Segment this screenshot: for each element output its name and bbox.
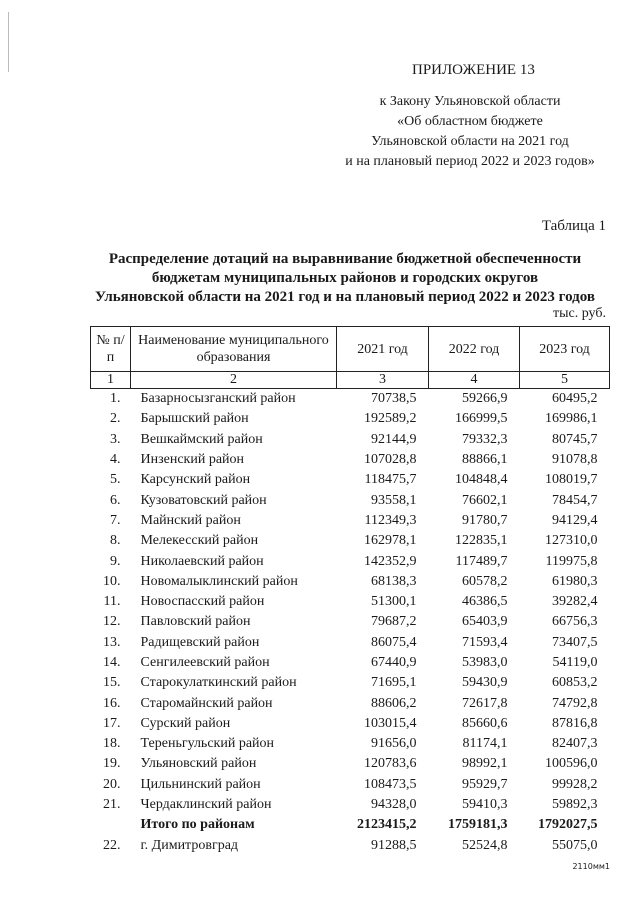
value-2023: 108019,7 bbox=[545, 472, 598, 488]
table-row bbox=[91, 389, 610, 410]
value-2023: 91078,8 bbox=[552, 452, 598, 468]
value-2022: 104848,4 bbox=[455, 472, 508, 488]
value-2022: 59410,3 bbox=[462, 797, 508, 813]
row-number bbox=[91, 815, 131, 835]
value-2023: 55075,0 bbox=[552, 837, 598, 853]
total-row bbox=[91, 815, 610, 835]
municipality-name: Мелекесский район bbox=[140, 533, 259, 549]
row-number: 17. bbox=[103, 715, 121, 731]
value-2021: 120783,6 bbox=[364, 756, 417, 772]
value-2022: 52524,8 bbox=[462, 837, 508, 853]
value-2023: 74792,8 bbox=[552, 695, 598, 711]
municipality-name: Майнский район bbox=[140, 512, 241, 528]
table-row bbox=[91, 775, 610, 795]
value-2021: 51300,1 bbox=[371, 594, 417, 610]
municipality-name: Сурский район bbox=[140, 715, 231, 731]
value-2021: 2123415,2 bbox=[357, 817, 417, 833]
table-row bbox=[91, 795, 610, 815]
row-number: 3. bbox=[110, 431, 121, 447]
row-number: 19. bbox=[103, 756, 121, 772]
header-name: Наименование муниципального образования bbox=[131, 327, 337, 372]
table-row bbox=[91, 470, 610, 490]
row-number: 4. bbox=[110, 452, 121, 468]
column-numbers-row bbox=[91, 372, 610, 389]
value-2021: 71695,1 bbox=[371, 675, 417, 691]
value-2022: 59430,9 bbox=[462, 675, 508, 691]
column-number: 3 bbox=[337, 372, 429, 389]
municipality-name: Старокулаткинский район bbox=[140, 675, 297, 691]
row-number: 20. bbox=[103, 776, 121, 792]
value-2021: 88606,2 bbox=[371, 695, 417, 711]
value-2021: 103015,4 bbox=[364, 715, 417, 731]
municipality-name: Тереньгульский район bbox=[140, 736, 275, 752]
value-2023: 94129,4 bbox=[552, 512, 598, 528]
title-line: Ульяновской области на 2021 год и на плановый период 2022 и 2023 годов bbox=[95, 289, 595, 305]
municipality-name: Итого по районам bbox=[140, 817, 255, 833]
value-2023: 119975,8 bbox=[545, 553, 598, 569]
row-number: 18. bbox=[103, 736, 121, 752]
row-number: 15. bbox=[103, 675, 121, 691]
value-2021: 107028,8 bbox=[364, 452, 417, 468]
value-2023: 61980,3 bbox=[552, 573, 598, 589]
row-number: 8. bbox=[110, 533, 121, 549]
municipality-name: Старомайнский район bbox=[140, 695, 273, 711]
law-reference-line: и на плановый период 2022 и 2023 годов» bbox=[345, 154, 595, 169]
table-header-row bbox=[91, 327, 610, 372]
municipality-name: Новомалыклинский район bbox=[140, 573, 298, 589]
header-2023: 2023 год bbox=[520, 327, 610, 372]
row-number: 12. bbox=[103, 614, 121, 630]
value-2022: 79332,3 bbox=[462, 431, 508, 447]
value-2021: 79687,2 bbox=[371, 614, 417, 630]
municipality-name: Вешкаймский район bbox=[140, 431, 263, 447]
header-2022: 2022 год bbox=[429, 327, 520, 372]
table-row bbox=[91, 572, 610, 592]
value-2023: 1792027,5 bbox=[538, 817, 598, 833]
municipality-name: Карсунский район bbox=[140, 472, 251, 488]
document-title bbox=[80, 250, 610, 307]
column-number: 4 bbox=[429, 372, 520, 389]
municipality-name: г. Димитровград bbox=[140, 837, 239, 853]
row-number: 13. bbox=[103, 634, 121, 650]
value-2022: 98992,1 bbox=[462, 756, 508, 772]
row-number: 5. bbox=[110, 472, 121, 488]
value-2021: 70738,5 bbox=[371, 391, 417, 407]
municipality-name: Инзенский район bbox=[140, 452, 245, 468]
value-2021: 68138,3 bbox=[371, 573, 417, 589]
value-2021: 142352,9 bbox=[364, 553, 417, 569]
municipality-name: Чердаклинский район bbox=[140, 797, 272, 813]
value-2023: 80745,7 bbox=[552, 431, 598, 447]
value-2023: 60853,2 bbox=[552, 675, 598, 691]
table-row bbox=[91, 551, 610, 571]
value-2021: 86075,4 bbox=[371, 634, 417, 650]
title-line: Распределение дотаций на выравнивание бюджетной обеспеченности bbox=[108, 251, 582, 267]
table-row bbox=[91, 653, 610, 673]
value-2023: 87816,8 bbox=[552, 715, 598, 731]
value-2023: 54119,0 bbox=[552, 655, 598, 670]
table-row bbox=[91, 450, 610, 470]
law-reference-line: к Закону Ульяновской области bbox=[379, 94, 561, 109]
header-2021: 2021 год bbox=[337, 327, 429, 372]
value-2021: 93558,1 bbox=[371, 492, 417, 508]
table-row bbox=[91, 693, 610, 713]
table-row bbox=[91, 490, 610, 510]
appendix-label: ПРИЛОЖЕНИЕ 13 bbox=[412, 62, 535, 78]
value-2021: 91288,5 bbox=[371, 837, 417, 853]
value-2021: 91656,0 bbox=[371, 736, 417, 752]
row-number: 1. bbox=[110, 391, 121, 407]
value-2021: 92144,9 bbox=[371, 431, 417, 447]
column-number: 2 bbox=[131, 372, 337, 389]
value-2022: 166999,5 bbox=[455, 411, 508, 427]
municipality-name: Кузоватовский район bbox=[140, 492, 267, 508]
table-row bbox=[91, 673, 610, 693]
header-number: № п/п bbox=[91, 327, 131, 372]
value-2022: 71593,4 bbox=[462, 634, 508, 650]
table-row bbox=[91, 612, 610, 632]
value-2023: 59892,3 bbox=[552, 797, 598, 813]
value-2022: 60578,2 bbox=[462, 573, 508, 589]
row-number: 21. bbox=[103, 797, 121, 813]
row-number: 22. bbox=[103, 837, 121, 853]
value-2021: 67440,9 bbox=[371, 655, 417, 670]
value-2022: 72617,8 bbox=[462, 695, 508, 711]
law-reference-line: «Об областном бюджете bbox=[397, 114, 543, 129]
row-number: 10. bbox=[103, 573, 121, 589]
value-2021: 112349,3 bbox=[364, 512, 417, 528]
subsidy-table bbox=[90, 326, 610, 856]
value-2022: 1759181,3 bbox=[448, 817, 508, 833]
municipality-name: Базарносызганский район bbox=[140, 391, 296, 407]
row-number: 6. bbox=[110, 492, 121, 508]
value-2023: 169986,1 bbox=[545, 411, 598, 427]
value-2021: 118475,7 bbox=[364, 472, 417, 488]
value-2022: 122835,1 bbox=[455, 533, 508, 549]
table-row bbox=[91, 430, 610, 450]
row-number: 14. bbox=[103, 655, 121, 670]
law-reference-line: Ульяновской области на 2021 год bbox=[371, 134, 569, 149]
value-2021: 108473,5 bbox=[364, 776, 417, 792]
municipality-name: Радищевский район bbox=[140, 634, 260, 650]
value-2021: 162978,1 bbox=[364, 533, 417, 549]
value-2022: 76602,1 bbox=[462, 492, 508, 508]
column-number: 1 bbox=[91, 372, 131, 389]
value-2022: 85660,6 bbox=[462, 715, 508, 731]
value-2022: 81174,1 bbox=[462, 736, 508, 752]
row-number: 2. bbox=[110, 411, 121, 427]
row-number: 7. bbox=[110, 512, 121, 528]
value-2023: 78454,7 bbox=[552, 492, 598, 508]
value-2023: 127310,0 bbox=[545, 533, 598, 549]
value-2022: 65403,9 bbox=[462, 614, 508, 630]
table-row bbox=[91, 592, 610, 612]
row-number: 16. bbox=[103, 695, 121, 711]
table-row bbox=[91, 531, 610, 551]
value-2023: 100596,0 bbox=[545, 756, 598, 772]
table-number: Таблица 1 bbox=[541, 218, 606, 234]
municipality-name: Сенгилеевский район bbox=[140, 655, 270, 670]
value-2022: 91780,7 bbox=[462, 512, 508, 528]
value-2021: 192589,2 bbox=[364, 411, 417, 427]
table-row bbox=[91, 734, 610, 754]
value-2022: 59266,9 bbox=[462, 391, 508, 407]
value-2021: 94328,0 bbox=[371, 797, 417, 813]
value-2023: 82407,3 bbox=[552, 736, 598, 752]
value-2023: 66756,3 bbox=[552, 614, 598, 630]
value-2023: 39282,4 bbox=[552, 594, 598, 610]
municipality-name: Павловский район bbox=[140, 614, 251, 630]
table-row bbox=[91, 714, 610, 734]
value-2022: 117489,7 bbox=[455, 553, 508, 569]
row-number: 9. bbox=[110, 553, 121, 569]
value-2023: 73407,5 bbox=[552, 634, 598, 650]
table-row bbox=[91, 511, 610, 531]
column-number: 5 bbox=[520, 372, 610, 389]
value-2023: 99928,2 bbox=[552, 776, 598, 792]
row-number: 11. bbox=[103, 594, 121, 610]
municipality-name: Новоспасский район bbox=[140, 594, 265, 610]
value-2023: 60495,2 bbox=[552, 391, 598, 407]
table-row bbox=[91, 836, 610, 856]
table-row bbox=[91, 754, 610, 774]
municipality-name: Барышский район bbox=[140, 411, 249, 427]
law-reference bbox=[330, 92, 610, 172]
municipality-name: Цильнинский район bbox=[140, 776, 261, 792]
value-2022: 88866,1 bbox=[462, 452, 508, 468]
value-2022: 53983,0 bbox=[462, 655, 508, 670]
municipality-name: Николаевский район bbox=[140, 553, 264, 569]
value-2022: 46386,5 bbox=[462, 594, 508, 610]
units-label: тыс. руб. bbox=[553, 306, 606, 321]
municipality-name: Ульяновский район bbox=[140, 756, 257, 772]
print-stamp: 2110мм1 bbox=[572, 862, 610, 871]
title-line: бюджетам муниципальных районов и городских округов bbox=[151, 270, 539, 286]
table-row bbox=[91, 633, 610, 653]
value-2022: 95929,7 bbox=[462, 776, 508, 792]
scan-edge-mark bbox=[8, 12, 9, 72]
table-row bbox=[91, 409, 610, 429]
